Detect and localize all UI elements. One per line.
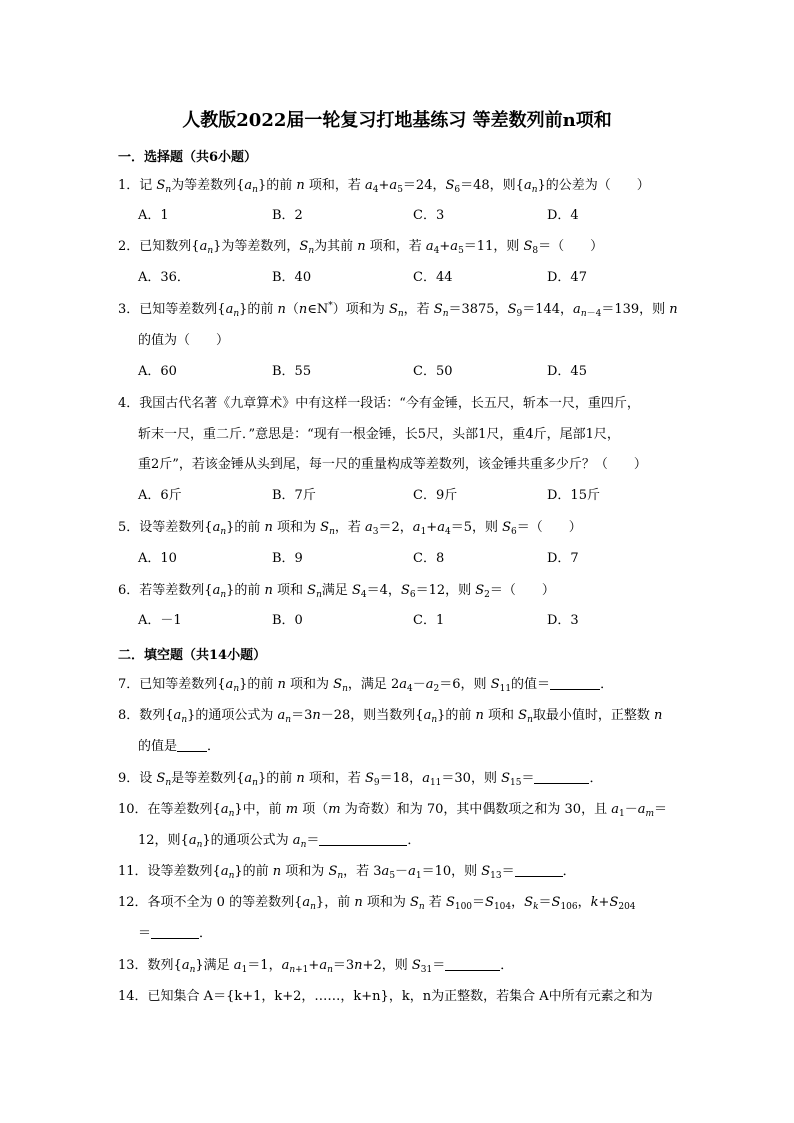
question-8: 8．数列$\{a_n\}$的通项公式为 $a_n=3n-28$，则当数列$\{a_n\}$的前 n 项和 $S_n$取最小值时，正整数 n — [118, 708, 663, 725]
question-10-line-2: 12，则$\{a_n\}$的通项公式为 $a_n=$ ． — [138, 833, 421, 850]
answer-blank[interactable] — [445, 957, 500, 971]
question-2: 2．已知数列$\{a_n\}$为等差数列，$S_n$为其前 n 项和，若 $a_4+a_5=11$，则 $S_8=$（ ） — [118, 239, 604, 256]
question-8-line-2: 的值是 ． — [138, 739, 221, 754]
question-10: 10．在等差数列$\{a_n\}$中，前 m 项（m 为奇数）和为 70，其中偶数项之和为 30，且 $a_1-a_m=$ — [118, 802, 668, 819]
question-4-line-1: 4．我国古代名著《九章算术》中有这样一段话：“今有金锤，长五尺，斩本一尺，重四斤， — [118, 396, 640, 411]
question-4-line-2: 斩末一尺，重二斤．”意思是：“现有一根金锤，长5尺，头部1尺，重4斤，尾部1尺， — [138, 427, 620, 442]
answer-blank[interactable] — [534, 770, 589, 784]
option-b[interactable]: B．40 — [272, 270, 312, 285]
section-fill-heading: 二．填空题（共14小题） — [118, 648, 267, 663]
option-b[interactable]: B．7斤 — [272, 488, 316, 503]
answer-blank[interactable] — [151, 925, 199, 939]
question-4-line-3: 重2斤”，若该金锤从头到尾，每一尺的重量构成等差数列，该金锤共重多少斤？（ ） — [138, 457, 647, 472]
question-3-options — [138, 363, 698, 381]
option-a[interactable]: A．36． — [138, 270, 190, 285]
option-d[interactable]: D．45 — [547, 364, 587, 379]
option-d[interactable]: D．15斤 — [547, 488, 600, 503]
option-d[interactable]: D．3 — [547, 613, 579, 628]
option-d[interactable]: D．7 — [547, 551, 579, 566]
question-12-line-2: ＝ ． — [138, 926, 213, 941]
option-c[interactable]: C．3 — [413, 208, 445, 223]
option-d[interactable]: D．4 — [547, 208, 579, 223]
option-b[interactable]: B．2 — [272, 208, 303, 223]
option-c[interactable]: C．1 — [413, 613, 445, 628]
option-c[interactable]: C．50 — [413, 364, 453, 379]
option-a[interactable]: A．60 — [138, 364, 177, 379]
option-b[interactable]: B．0 — [272, 613, 303, 628]
answer-blank[interactable] — [319, 832, 407, 846]
question-6-options — [138, 612, 698, 630]
option-b[interactable]: B．9 — [272, 551, 303, 566]
question-5-options — [138, 550, 698, 568]
question-11: 11．设等差数列$\{a_n\}$的前 n 项和为 $S_n$，若 $3a_5-a_1=10$，则 $S_{13}=$ ． — [118, 864, 576, 881]
question-4-options — [138, 487, 698, 505]
question-3: 3．已知等差数列$\{a_n\}$的前 n（n∈N*）项和为 $S_n$，若 $S_n=3875$，$S_9=144$，$a_{n-4}=139$，则 n — [118, 301, 678, 319]
option-c[interactable]: C．9斤 — [413, 488, 458, 503]
question-5: 5．设等差数列$\{a_n\}$的前 n 项和为 $S_n$，若 $a_3=2$，$a_1+a_4=5$，则 $S_6=$（ ） — [118, 520, 582, 537]
question-1: 1．记 $S_n$为等差数列$\{a_n\}$的前 n 项和，若 $a_4+a_5=24$，$S_6=48$，则$\{a_n\}$的公差为（ ） — [118, 178, 650, 195]
option-a[interactable]: A．－1 — [138, 613, 182, 628]
answer-blank[interactable] — [515, 863, 563, 877]
option-b[interactable]: B．55 — [272, 364, 312, 379]
question-1-options — [138, 207, 698, 225]
question-2-options — [138, 269, 698, 287]
question-3-line-2: 的值为（ ） — [138, 333, 230, 348]
question-14: 14．已知集合 A＝{k+1，k+2，……，k+n}，k，n为正整数，若集合 A中所有元素之和为 — [118, 989, 653, 1004]
option-a[interactable]: A．10 — [138, 551, 177, 566]
option-a[interactable]: A．1 — [138, 208, 169, 223]
answer-blank[interactable] — [550, 676, 600, 690]
option-c[interactable]: C．8 — [413, 551, 445, 566]
question-13: 13．数列$\{a_n\}$满足 $a_1=1$，$a_{n+1}+a_n=3n+2$，则 $S_{31}=$ ． — [118, 958, 514, 975]
question-12: 12．各项不全为 0 的等差数列$\{a_n\}$，前 n 项和为 $S_n$ 若 $S_{100}=S_{104}$，$S_k=S_{106}$，$k+S_{204}$ — [118, 895, 636, 912]
page-title: 人教版2022届一轮复习打地基练习 等差数列前n项和 — [182, 110, 612, 131]
option-d[interactable]: D．47 — [547, 270, 587, 285]
option-c[interactable]: C．44 — [413, 270, 453, 285]
option-a[interactable]: A．6斤 — [138, 488, 182, 503]
answer-blank[interactable] — [177, 738, 207, 752]
section-choice-heading: 一．选择题（共6小题） — [118, 150, 258, 165]
question-7: 7．已知等差数列$\{a_n\}$的前 n 项和为 $S_n$，满足 $2a_4-a_2=6$，则 $S_{11}$的值＝ ． — [118, 677, 614, 694]
question-6: 6．若等差数列$\{a_n\}$的前 n 项和 $S_n$满足 $S_4=4$，$S_6=12$，则 $S_2=$（ ） — [118, 583, 555, 600]
question-9: 9．设 $S_n$是等差数列$\{a_n\}$的前 n 项和，若 $S_9=18$，$a_{11}=30$，则 $S_{15}=$ ． — [118, 771, 603, 788]
